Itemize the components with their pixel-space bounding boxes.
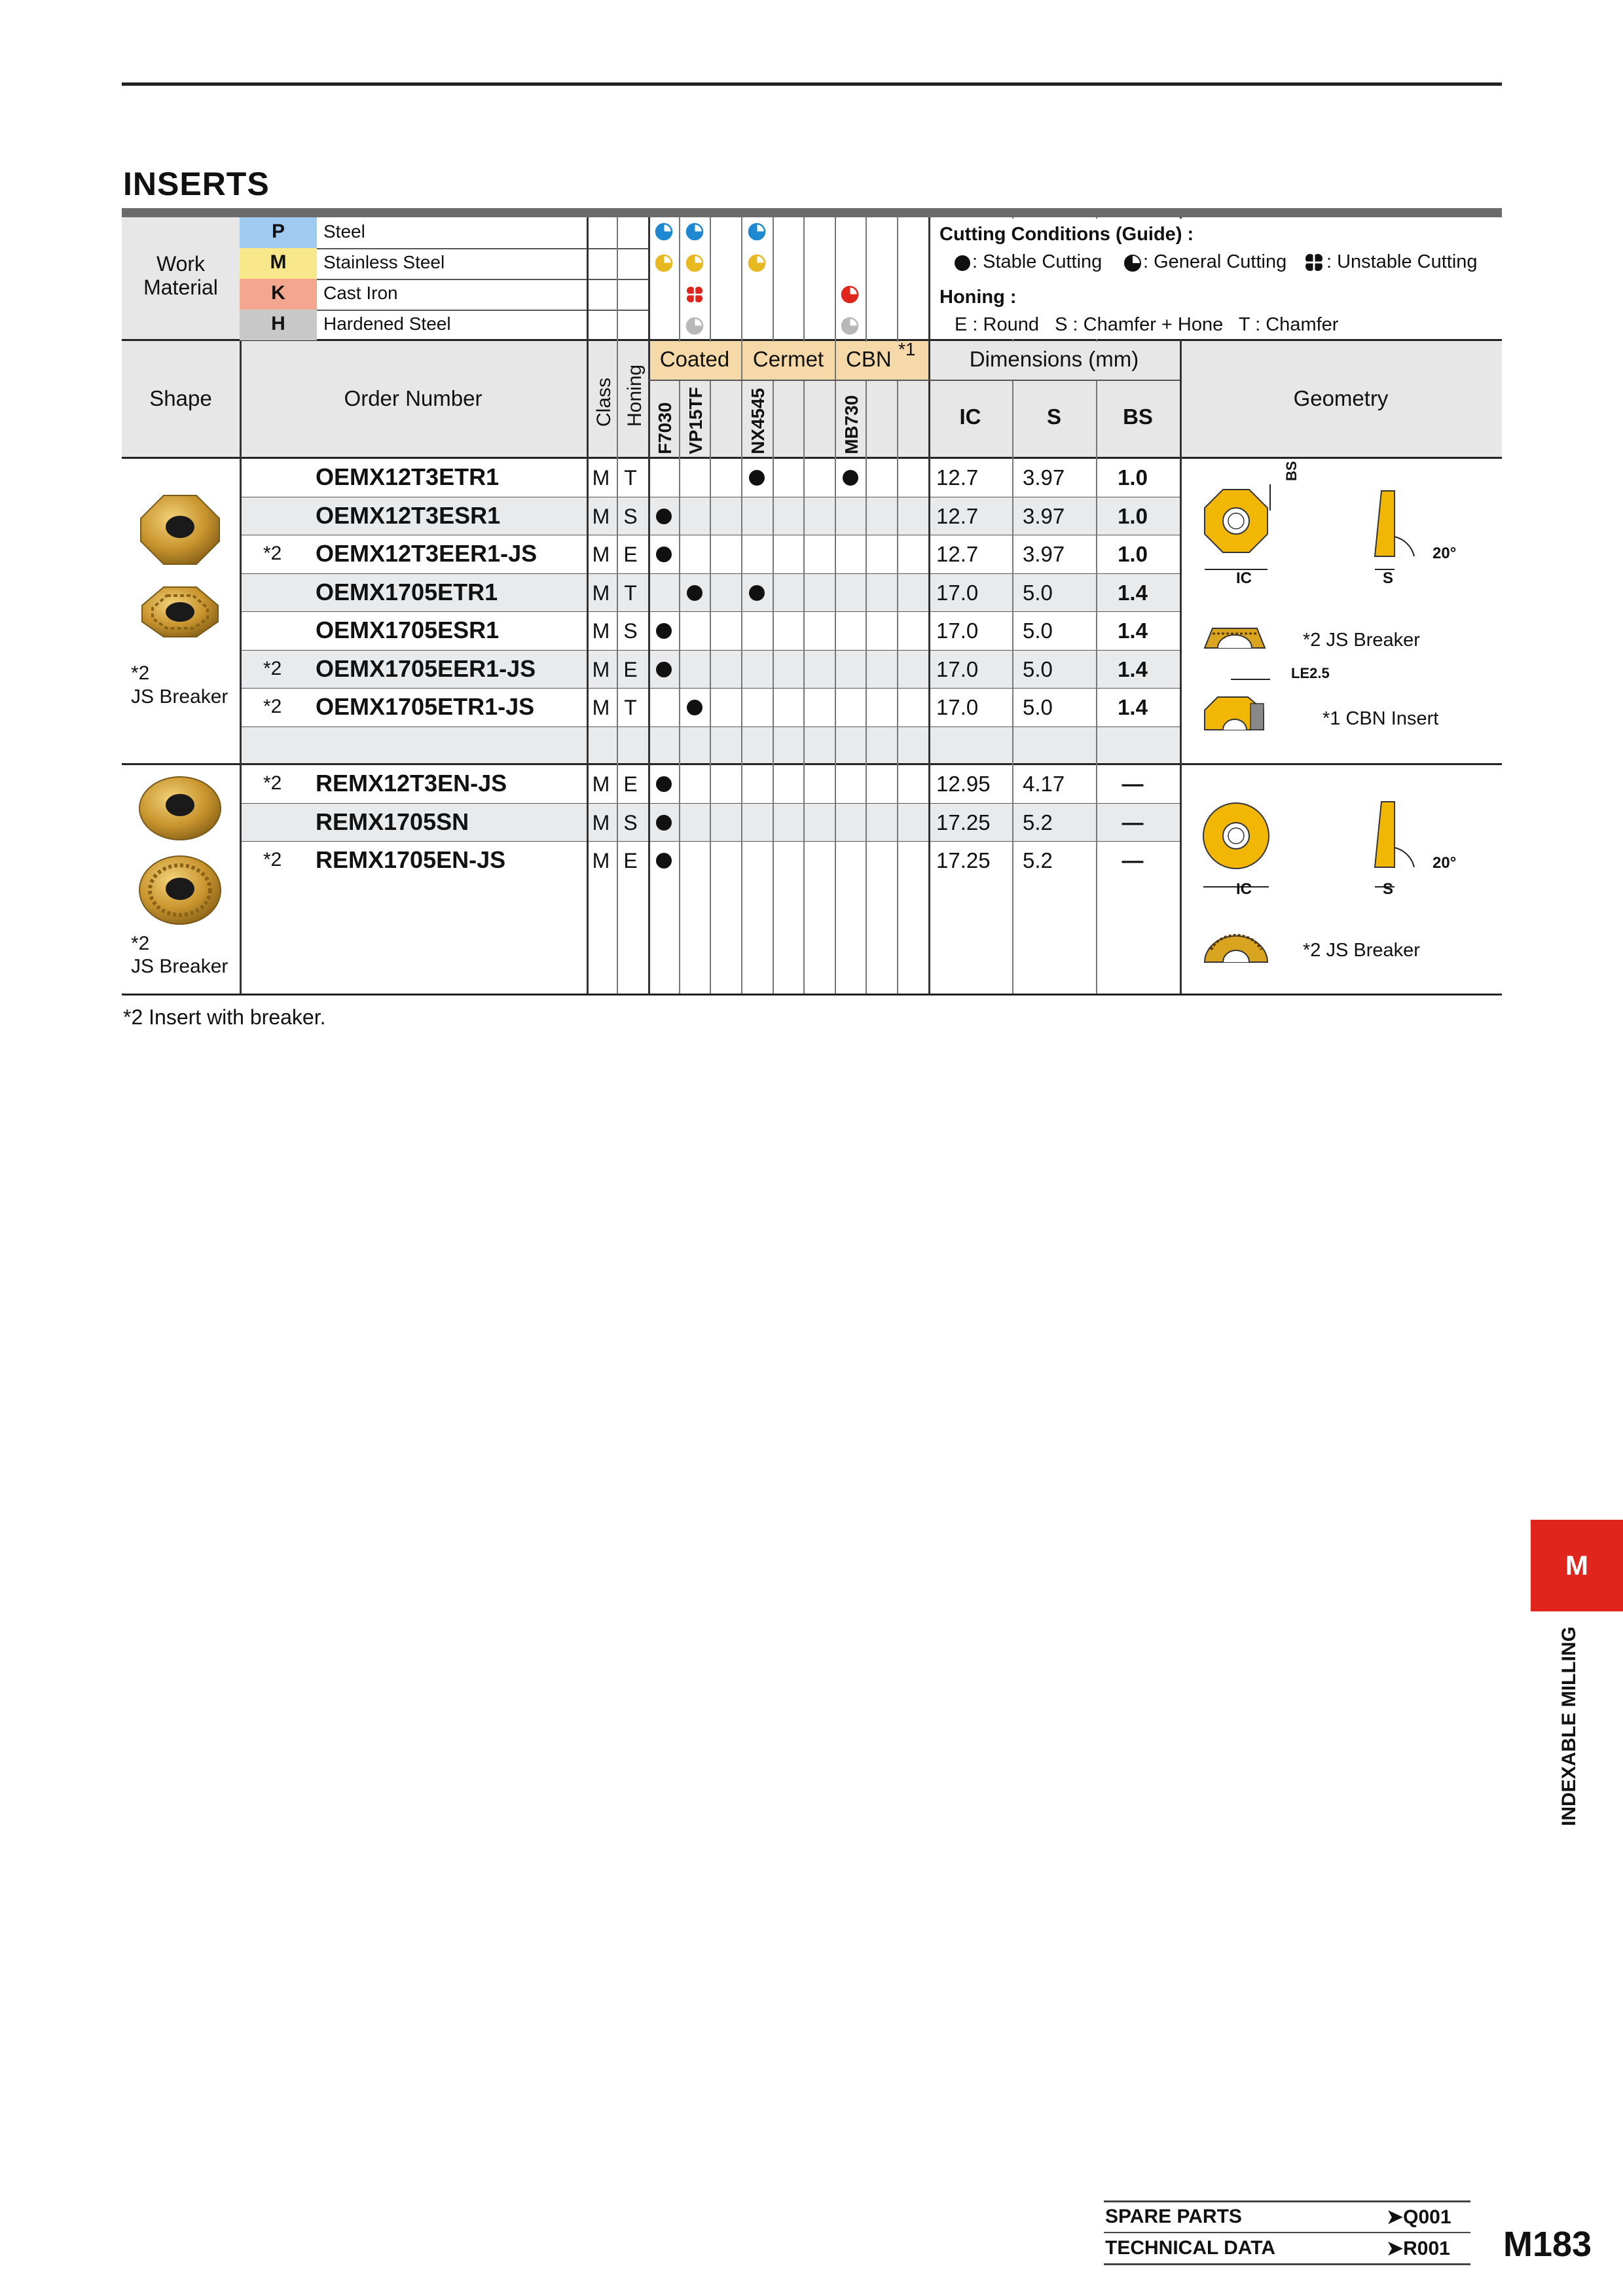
header-coated: Coated <box>659 347 730 371</box>
geo-remx-s-label: S <box>1383 880 1394 898</box>
availability-dot <box>656 623 672 639</box>
order-number: OEMX1705ETR1 <box>316 578 498 605</box>
legend-unstable: : Unstable Cutting <box>1326 251 1478 272</box>
footnote: *2 Insert with breaker. <box>123 1005 326 1029</box>
dim-s: 5.2 <box>1023 848 1053 872</box>
dim-bs: 1.4 <box>1118 580 1148 605</box>
breaker-note: *2 <box>263 657 282 679</box>
dim-s: 4.17 <box>1023 772 1065 796</box>
header-s: S <box>1046 404 1061 429</box>
class-value: M <box>592 581 610 605</box>
material-code-m: M <box>240 248 317 279</box>
class-value: M <box>592 657 610 681</box>
header-bs: BS <box>1123 404 1153 429</box>
dim-s: 5.0 <box>1023 580 1053 605</box>
grade-f7030: F7030 <box>655 402 675 454</box>
dim-s: 5.0 <box>1023 695 1053 719</box>
page-number: M183 <box>1503 2225 1592 2264</box>
order-number: OEMX12T3ETR1 <box>316 463 500 490</box>
dim-ic: 12.7 <box>936 503 979 528</box>
geo-le-label: LE2.5 <box>1291 665 1330 681</box>
dim-bs: 1.4 <box>1118 695 1148 719</box>
honing-value: E <box>623 657 638 681</box>
dim-ic: 12.7 <box>936 542 979 566</box>
remx-shape-label: JS Breaker <box>131 956 228 977</box>
grid-line <box>1180 340 1182 994</box>
honing-value: T <box>624 466 637 490</box>
grid-line <box>897 217 898 994</box>
honing-value: T <box>624 696 637 719</box>
availability-dot <box>656 853 672 869</box>
breaker-note: *2 <box>263 543 282 564</box>
header-cbn: CBN <box>846 347 892 371</box>
dim-bs: — <box>1122 848 1144 872</box>
mb730-condition-icons <box>838 217 864 340</box>
availability-dot <box>656 662 672 677</box>
header-cbn-note: *1 <box>898 339 916 359</box>
header-geometry: Geometry <box>1293 386 1389 410</box>
grade-condition-icons <box>648 217 845 340</box>
remx-shape-star: *2 <box>131 933 150 954</box>
oemx-shape-star: *2 <box>131 662 150 684</box>
footer-technical-data[interactable]: TECHNICAL DATA <box>1105 2237 1275 2259</box>
dim-bs: 1.4 <box>1118 619 1148 643</box>
dim-ic: 17.25 <box>936 848 991 872</box>
side-tab-label: INDEXABLE MILLING <box>1558 1626 1580 1826</box>
top-rule <box>122 82 1502 86</box>
order-number: REMX1705EN-JS <box>316 846 506 873</box>
dim-s: 5.0 <box>1023 656 1053 681</box>
geo-bs-label: BS <box>1283 461 1300 481</box>
class-value: M <box>592 810 610 834</box>
dim-s: 3.97 <box>1023 503 1065 528</box>
header-dimensions: Dimensions (mm) <box>969 347 1139 371</box>
dim-s: 5.2 <box>1023 810 1053 834</box>
dim-s: 5.0 <box>1023 619 1053 643</box>
material-name-h: Hardened Steel <box>323 314 451 334</box>
class-value: M <box>592 543 610 566</box>
class-value: M <box>592 849 610 872</box>
dim-ic: 12.95 <box>936 772 991 796</box>
dim-s: 3.97 <box>1023 465 1065 490</box>
grid-line <box>928 217 930 994</box>
order-number: OEMX12T3ESR1 <box>316 501 501 529</box>
availability-dot <box>656 815 672 831</box>
honing-value: E <box>623 772 638 796</box>
geo-remx-js-breaker: *2 JS Breaker <box>1303 940 1420 961</box>
grid-line <box>122 994 1502 996</box>
arrow-icon: ➤ <box>1387 2238 1404 2259</box>
legend-general: : General Cutting <box>1143 251 1287 272</box>
class-value: M <box>592 619 610 643</box>
footer-rule-2 <box>1104 2232 1470 2233</box>
geo-ic-label: IC <box>1236 569 1252 587</box>
availability-dot <box>749 585 765 601</box>
dim-bs: — <box>1122 772 1144 796</box>
legend-stable: : Stable Cutting <box>972 251 1103 272</box>
title-bar <box>122 208 1502 217</box>
honing-value: T <box>624 581 637 605</box>
class-value: M <box>592 504 610 528</box>
header-order-number: Order Number <box>344 386 483 410</box>
grade-nx4545: NX4545 <box>748 387 768 454</box>
availability-dot <box>656 509 672 524</box>
dim-bs: 1.4 <box>1118 656 1148 681</box>
grade-mb730: MB730 <box>841 395 862 454</box>
footer-technical-ref[interactable] <box>1387 2237 1450 2260</box>
header-shape: Shape <box>149 386 212 410</box>
remx-insert-images <box>134 772 226 929</box>
availability-dot <box>687 700 702 715</box>
order-number: OEMX1705EER1-JS <box>316 655 536 682</box>
dim-bs: — <box>1122 810 1144 834</box>
grid-line <box>617 217 618 994</box>
dim-ic: 17.0 <box>936 695 979 719</box>
dim-s: 3.97 <box>1023 542 1065 566</box>
order-number: OEMX1705ESR1 <box>316 617 500 643</box>
dim-ic: 12.7 <box>936 465 979 490</box>
material-code-k: K <box>240 279 317 310</box>
oemx-shape-label: JS Breaker <box>131 686 228 708</box>
header-class: Class <box>593 377 615 427</box>
honing-value: E <box>623 543 638 566</box>
dim-ic: 17.0 <box>936 656 979 681</box>
footer-rule-1 <box>1104 2200 1470 2202</box>
dim-bs: 1.0 <box>1118 542 1148 566</box>
grade-vp15tf: VP15TF <box>685 387 706 454</box>
material-name-m: Stainless Steel <box>323 252 445 272</box>
dim-ic: 17.0 <box>936 580 979 605</box>
class-value: M <box>592 696 610 719</box>
availability-dot <box>656 776 672 792</box>
unstable-icon <box>1304 253 1324 272</box>
oemx-geometry-drawing <box>1198 471 1486 740</box>
availability-dot <box>656 547 672 562</box>
dim-bs: 1.0 <box>1118 503 1148 528</box>
breaker-note: *2 <box>263 849 282 870</box>
grid-line <box>648 380 928 381</box>
arrow-icon: ➤ <box>1387 2206 1404 2228</box>
material-name-p: Steel <box>323 221 365 242</box>
oemx-insert-images <box>134 488 226 638</box>
footer-spare-ref[interactable] <box>1387 2206 1451 2229</box>
class-value: M <box>592 772 610 796</box>
dim-bs: 1.0 <box>1118 465 1148 490</box>
header-honing: Honing <box>624 364 646 427</box>
dim-ic: 17.25 <box>936 810 991 834</box>
honing-value: S <box>623 619 638 643</box>
stable-icon <box>955 255 970 271</box>
header-ic: IC <box>959 404 981 429</box>
availability-dot <box>843 470 858 486</box>
material-code-h: H <box>240 310 317 340</box>
availability-dot <box>687 585 702 601</box>
availability-dot <box>749 470 765 486</box>
geo-cbn-insert: *1 CBN Insert <box>1322 708 1439 729</box>
honing-value: E <box>623 849 638 872</box>
breaker-note: *2 <box>263 772 282 794</box>
dim-ic: 17.0 <box>936 619 979 643</box>
legend-title: Cutting Conditions (Guide) : <box>939 224 1194 245</box>
honing-value: S <box>623 504 638 528</box>
order-number: OEMX1705ETR1-JS <box>316 693 535 720</box>
footer-rule-3 <box>1104 2263 1470 2265</box>
geo-s-label: S <box>1383 569 1394 587</box>
grid-line <box>928 380 1180 381</box>
geo-angle-label: 20° <box>1432 545 1457 562</box>
work-material-label: Work Material <box>143 252 218 299</box>
honing-text: E : Round S : Chamfer + Hone T : Chamfer <box>955 314 1339 335</box>
header-cermet: Cermet <box>752 347 824 371</box>
class-value: M <box>592 466 610 490</box>
order-number: REMX12T3EN-JS <box>316 770 507 797</box>
footer-technical-ref-text: R001 <box>1403 2238 1450 2259</box>
honing-value: S <box>623 810 638 834</box>
order-number: REMX1705SN <box>316 808 469 835</box>
side-tab-letter: M <box>1565 1550 1588 1581</box>
geo-remx-ic-label: IC <box>1236 880 1252 898</box>
material-name-k: Cast Iron <box>323 283 398 303</box>
geo-js-breaker: *2 JS Breaker <box>1303 630 1420 651</box>
grid-line <box>866 217 867 994</box>
order-number: OEMX12T3EER1-JS <box>316 540 538 567</box>
grid-line <box>587 217 589 994</box>
footer-spare-parts[interactable]: SPARE PARTS <box>1105 2206 1242 2227</box>
grid-line <box>1096 381 1097 994</box>
general-icon <box>1123 254 1142 272</box>
breaker-note: *2 <box>263 696 282 717</box>
grid-line <box>1012 381 1013 994</box>
geo-remx-angle-label: 20° <box>1432 854 1457 872</box>
footer-spare-ref-text: Q001 <box>1403 2206 1451 2228</box>
material-code-p: P <box>240 217 317 248</box>
page-title: INSERTS <box>123 166 270 202</box>
honing-title: Honing : <box>939 287 1017 308</box>
